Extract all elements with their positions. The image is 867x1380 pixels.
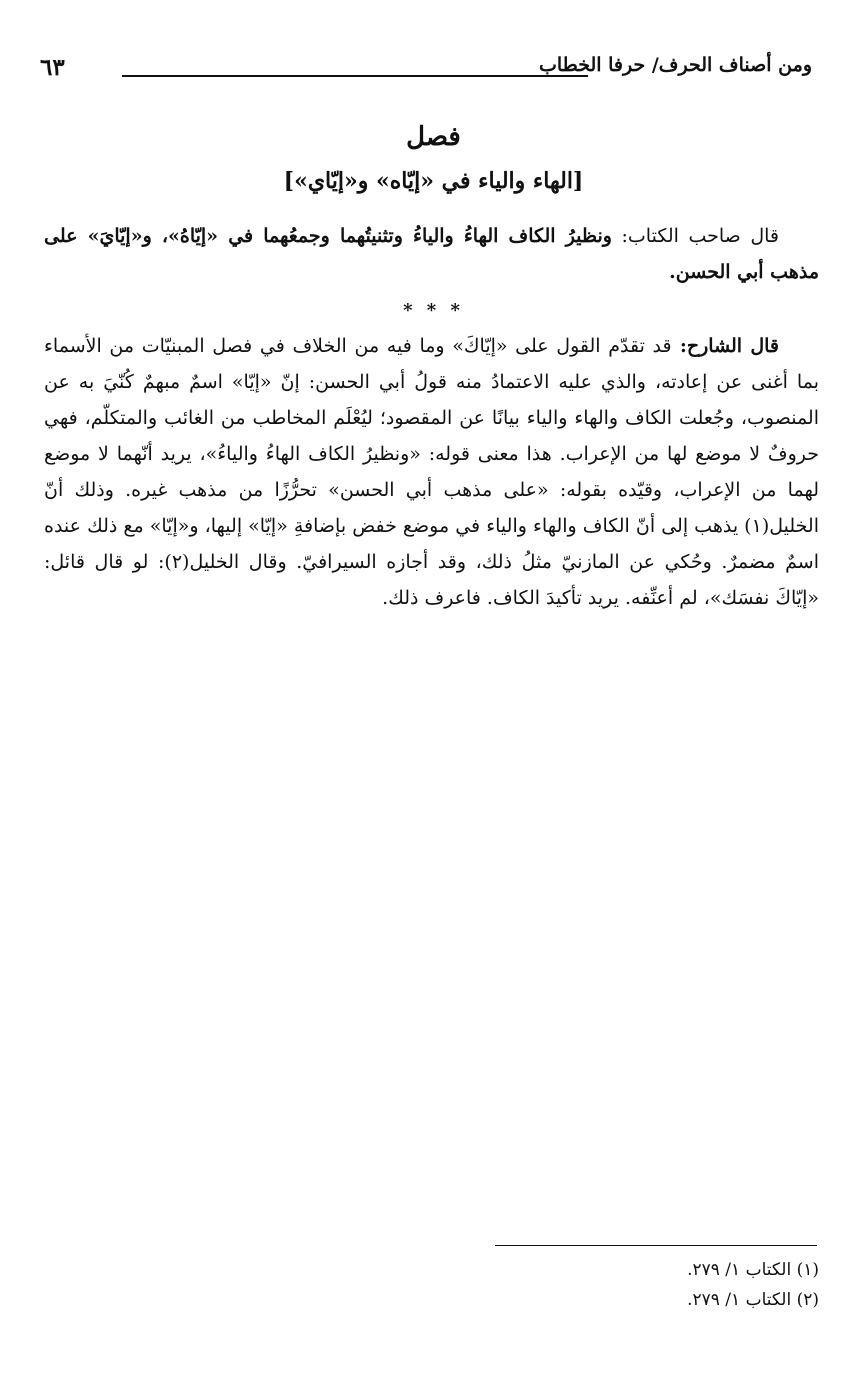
running-title: ومن أصناف الحرف/ حرفا الخطاب xyxy=(538,54,812,76)
section-separator: * * * xyxy=(403,300,464,321)
page-number: ٦٣ xyxy=(40,54,65,81)
section-title: فصل xyxy=(406,122,461,152)
sharh-lead: قال الشارح: xyxy=(671,335,779,357)
section-subtitle: [الهاء والياء في «إيّاه» و«إيّاي»] xyxy=(283,168,584,194)
footnote-rule xyxy=(495,1245,817,1246)
sharh-text: قد تقدّم القول على «إيّاكَ» وما فيه من الخلاف في فصل المبنيّات من الأسماء بما أغنى عن إعادته، والذي عليه الاعتمادُ منه قولُ أبي الحسن: إنّ «إيّا» اسمٌ مبهمٌ كُنّيَ به عن المنصوب، وجُعلت الكاف والهاء والياء بيانًا عن المقصود؛ ليُعْلَم المخاطب من الغائب والمتكلّم، فهي حروفٌ لا موضع لها من الإعراب. هذا معنى قوله: «ونظيرُ الكاف الهاءُ والياءُ»، يريد أنّهما لا موضع لهما من الإعراب، وقيّده بقوله: «على مذهب أبي الحسن» تحرُّزًا من مذهب غيره. وذلك أنّ الخليل(١) يذهب إلى أنّ الكاف والهاء والياء في موضع خفض بإضافةِ «إيّا» إليها، و«إيّا» مع ذلك عنده اسمٌ مضمرٌ. وحُكي عن المازنيّ مثلُ ذلك، وقد أجازه السيرافيّ. وقال الخليل(٢): لو قال قائل: «إيّاكَ نفسَك»، لم أعنِّفه. يريد تأكيدَ الكاف. فاعرف ذلك. xyxy=(44,335,820,609)
sharh-paragraph xyxy=(44,328,819,616)
header-rule xyxy=(122,75,588,77)
footnote-1: (١) الكتاب ١/ ٢٧٩. xyxy=(687,1260,819,1280)
matn-text: ونظيرُ الكاف الهاءُ والياءُ وتثنيتُهما وجمعُهما في «إيّاهُ»، و«إيّايَ» على مذهب أبي الحسن. xyxy=(44,225,819,283)
matn-paragraph xyxy=(44,218,819,290)
footnotes xyxy=(489,1255,819,1315)
matn-lead: قال صاحب الكتاب: xyxy=(611,225,779,247)
footnote-2: (٢) الكتاب ١/ ٢٧٩. xyxy=(687,1290,819,1310)
running-header xyxy=(40,54,812,90)
